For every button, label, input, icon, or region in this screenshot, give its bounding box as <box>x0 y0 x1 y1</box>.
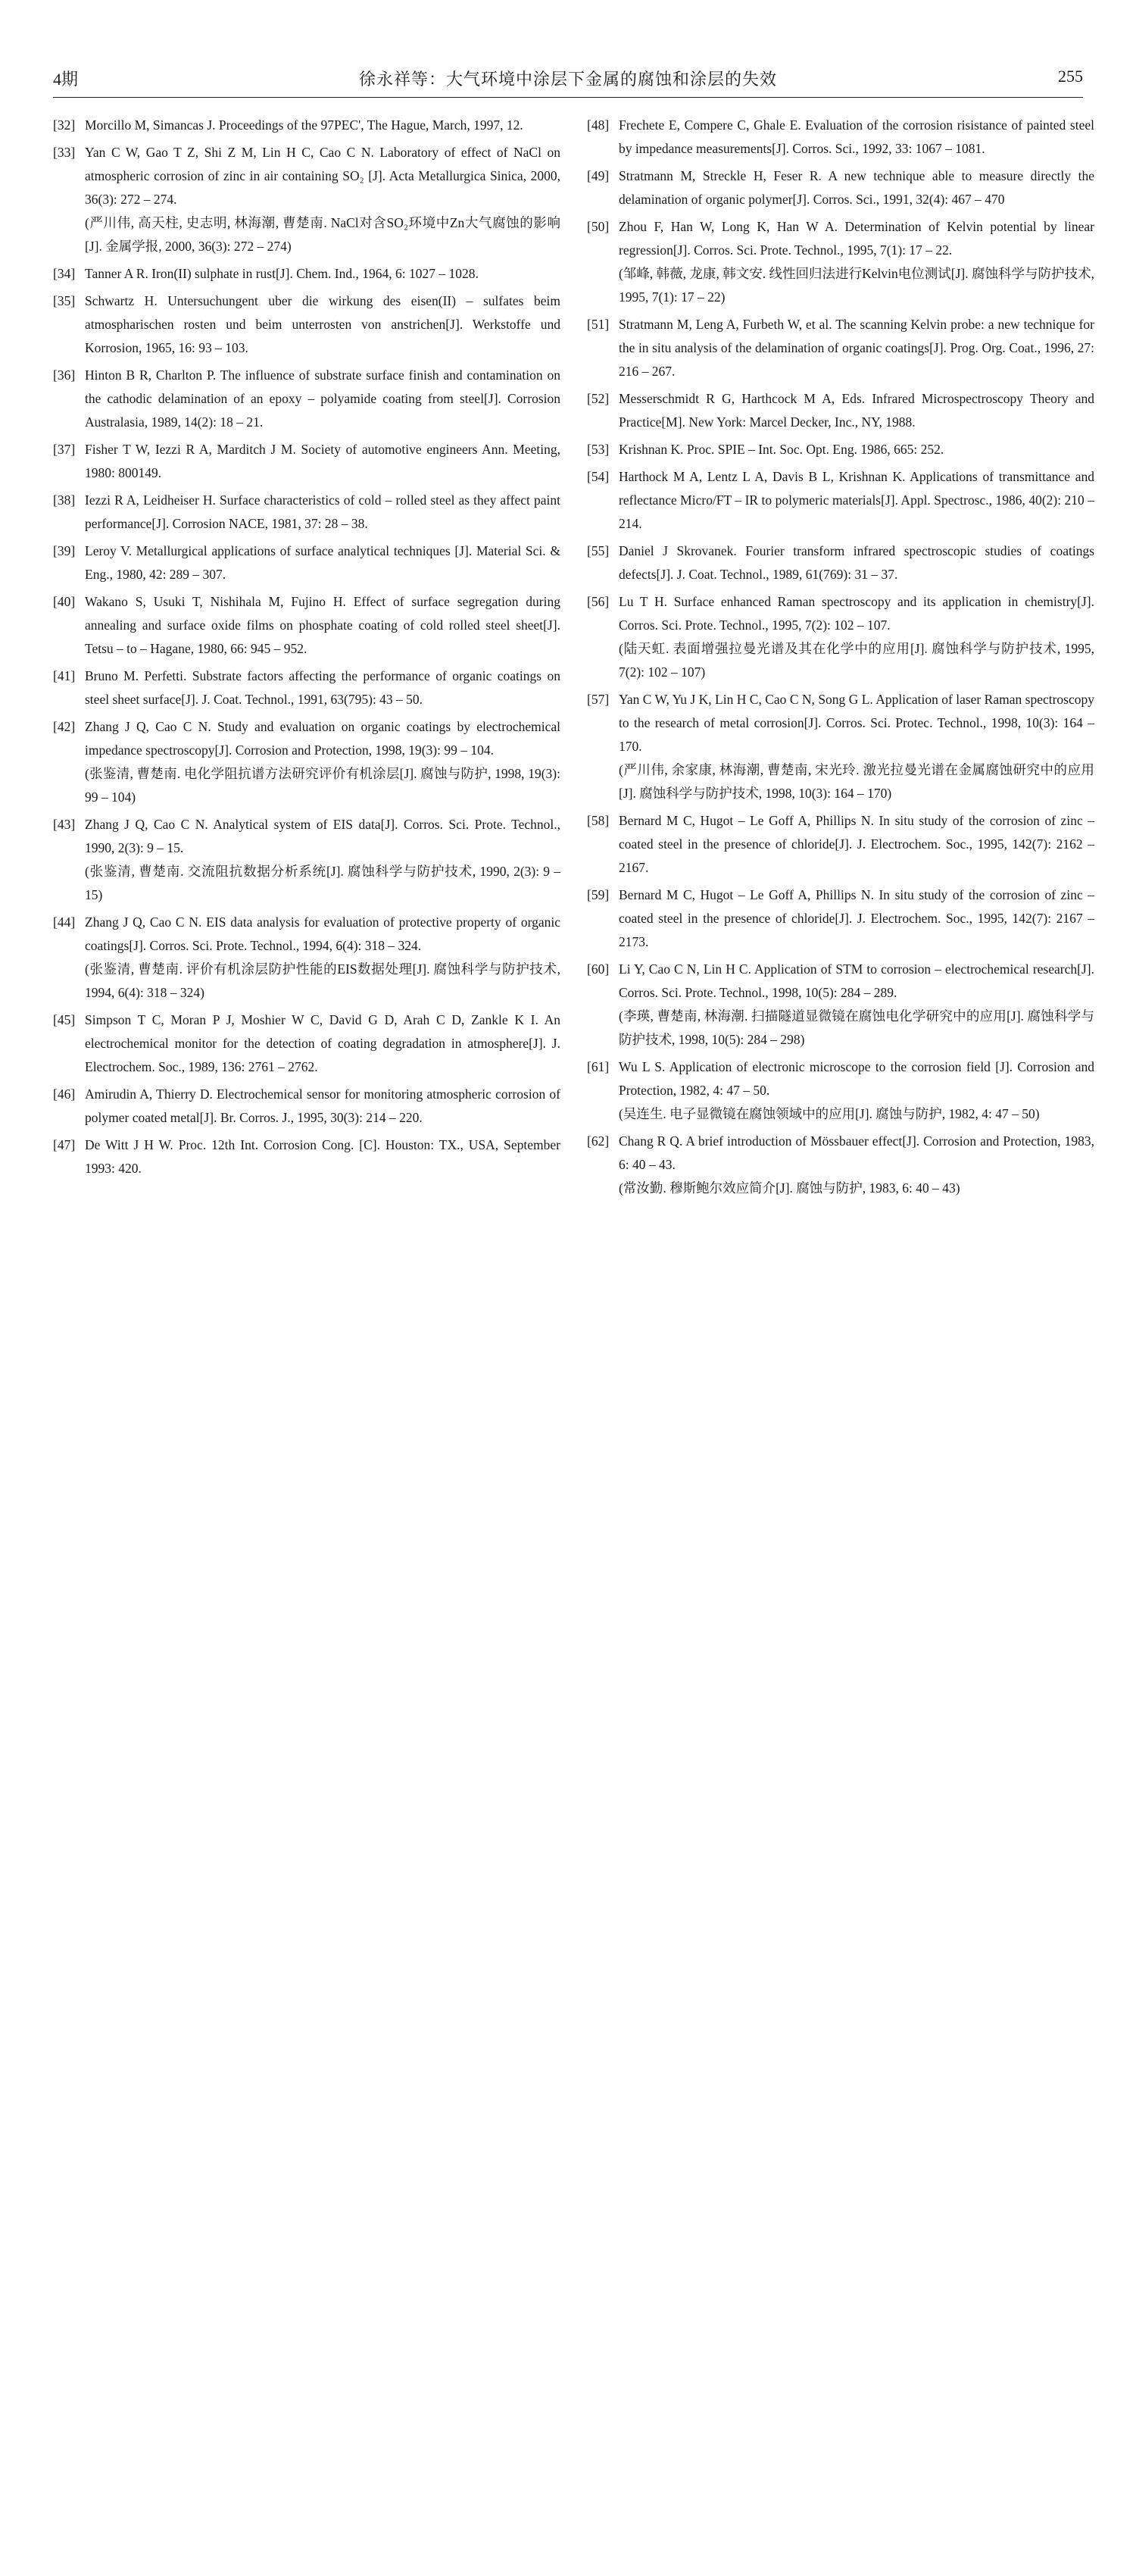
reference-text: Chang R Q. A brief introduction of Mössbauer effect[J]. Corrosion and Protection, 1983, 6: 40 – 43. <box>619 1133 1094 1172</box>
reference-chinese-translation: (张鉴清, 曹楚南. 交流阻抗数据分析系统[J]. 腐蚀科学与防护技术, 1990, 2(3): 9 – 15) <box>85 864 560 902</box>
reference-number: [35] <box>53 293 76 308</box>
reference-number: [59] <box>587 887 610 902</box>
reference-chinese-translation: (陆天虹. 表面增强拉曼光谱及其在化学中的应用[J]. 腐蚀科学与防护技术, 1995, 7(2): 102 – 107) <box>619 641 1094 680</box>
reference-item <box>53 813 560 907</box>
reference-item <box>587 958 1094 1052</box>
reference-number: [34] <box>53 266 76 281</box>
reference-number: [56] <box>587 594 610 609</box>
reference-number: [47] <box>53 1137 76 1152</box>
references-right-column <box>587 114 1094 1204</box>
references-left-column <box>53 114 560 1184</box>
reference-text: Wakano S, Usuki T, Nishihala M, Fujino H. Effect of surface segregation during annealing and surface oxide films on phosphate coating of cold rolled steel sheet[J]. Tetsu – to – Hagane, 1980, 66: 945 – 952. <box>85 594 560 656</box>
reference-item <box>53 489 560 536</box>
page-number: 255 <box>1058 67 1083 86</box>
reference-item <box>587 883 1094 954</box>
reference-number: [45] <box>53 1012 76 1027</box>
reference-number: [43] <box>53 817 76 832</box>
reference-item <box>587 1130 1094 1200</box>
reference-text: Harthock M A, Lentz L A, Davis B L, Krishnan K. Applications of transmittance and reflectance Micro/FT – IR to polymeric materials[J]. Appl. Spectrosc., 1986, 40(2): 210 – 214. <box>619 469 1094 531</box>
reference-text: Wu L S. Application of electronic microscope to the corrosion field [J]. Corrosion and Protection, 1982, 4: 47 – 50. <box>619 1059 1094 1098</box>
reference-item <box>587 438 1094 461</box>
running-header <box>53 67 1083 97</box>
reference-text: Frechete E, Compere C, Ghale E. Evaluation of the corrosion risistance of painted steel by impedance measurements[J]. Corros. Sci., 1992, 33: 1067 – 1081. <box>619 117 1094 156</box>
reference-item <box>587 1055 1094 1126</box>
reference-number: [49] <box>587 168 610 183</box>
reference-text: Zhang J Q, Cao C N. Analytical system of EIS data[J]. Corros. Sci. Prote. Technol., 1990, 2(3): 9 – 15. <box>85 817 560 855</box>
reference-text: Stratmann M, Streckle H, Feser R. A new technique able to measure directly the delamination of organic polymer[J]. Corros. Sci., 1991, 32(4): 467 – 470 <box>619 168 1094 207</box>
reference-number: [58] <box>587 813 610 828</box>
reference-text: Bernard M C, Hugot – Le Goff A, Phillips N. In situ study of the corrosion of zinc – coated steel in the presence of chloride[J]. J. Electrochem. Soc., 1995, 142(7): 2167 – 2173. <box>619 887 1094 949</box>
reference-item <box>587 590 1094 684</box>
reference-text: Daniel J Skrovanek. Fourier transform infrared spectroscopic studies of coatings defects[J]. J. Coat. Technol., 1989, 61(769): 31 – 37. <box>619 543 1094 582</box>
reference-number: [50] <box>587 219 610 234</box>
reference-number: [54] <box>587 469 610 484</box>
reference-number: [46] <box>53 1086 76 1102</box>
reference-item <box>53 114 560 137</box>
reference-number: [53] <box>587 442 610 457</box>
reference-number: [60] <box>587 961 610 977</box>
reference-number: [33] <box>53 145 76 160</box>
reference-item <box>53 715 560 809</box>
reference-chinese-translation: (张鉴清, 曹楚南. 电化学阻抗谱方法研究评价有机涂层[J]. 腐蚀与防护, 1998, 19(3): 99 – 104) <box>85 766 560 805</box>
reference-text: Yan C W, Gao T Z, Shi Z M, Lin H C, Cao C N. Laboratory of effect of NaCl on atmospheric corrosion of zinc in air containing SO₂ [J]. Acta Metallurgica Sinica, 2000, 36(3): 272 – 274. <box>85 145 560 207</box>
reference-number: [48] <box>587 117 610 133</box>
reference-number: [41] <box>53 668 76 683</box>
reference-item <box>587 688 1094 805</box>
reference-text: Yan C W, Yu J K, Lin H C, Cao C N, Song G L. Application of laser Raman spectroscopy to the research of metal corrosion[J]. Corros. Sci. Protec. Technol., 1998, 10(3): 164 – 170. <box>619 692 1094 754</box>
reference-number: [52] <box>587 391 610 406</box>
reference-text: De Witt J H W. Proc. 12th Int. Corrosion Cong. [C]. Houston: TX., USA, September 1993: 420. <box>85 1137 560 1176</box>
reference-item <box>53 539 560 586</box>
reference-text: Messerschmidt R G, Harthcock M A, Eds. Infrared Microspectroscopy Theory and Practice[M]. New York: Marcel Decker, Inc., NY, 1988. <box>619 391 1094 430</box>
reference-chinese-translation: (严川伟, 余家康, 林海潮, 曹楚南, 宋光玲. 激光拉曼光谱在金属腐蚀研究中的应用[J]. 腐蚀科学与防护技术, 1998, 10(3): 164 – 170) <box>619 762 1094 801</box>
reference-number: [36] <box>53 367 76 383</box>
reference-number: [61] <box>587 1059 610 1074</box>
reference-item <box>53 364 560 434</box>
reference-item <box>53 911 560 1005</box>
header-rule <box>53 97 1083 98</box>
reference-text: Iezzi R A, Leidheiser H. Surface characteristics of cold – rolled steel as they affect paint performance[J]. Corrosion NACE, 1981, 37: 28 – 38. <box>85 492 560 531</box>
reference-chinese-translation: (李瑛, 曹楚南, 林海潮. 扫描隧道显微镜在腐蚀电化学研究中的应用[J]. 腐蚀科学与防护技术, 1998, 10(5): 284 – 298) <box>619 1008 1094 1047</box>
reference-item <box>53 141 560 258</box>
reference-text: Bruno M. Perfetti. Substrate factors affecting the performance of organic coatings on steel sheet surface[J]. J. Coat. Technol., 1991, 63(795): 43 – 50. <box>85 668 560 707</box>
reference-text: Zhang J Q, Cao C N. Study and evaluation on organic coatings by electrochemical impedance spectroscopy[J]. Corrosion and Protection, 1998, 19(3): 99 – 104. <box>85 719 560 758</box>
reference-text: Leroy V. Metallurgical applications of surface analytical techniques [J]. Material Sci. & Eng., 1980, 42: 289 – 307. <box>85 543 560 582</box>
reference-item <box>53 289 560 360</box>
reference-number: [38] <box>53 492 76 508</box>
reference-chinese-translation: (邹峰, 韩薇, 龙康, 韩文安. 线性回归法进行Kelvin电位测试[J]. 腐蚀科学与防护技术, 1995, 7(1): 17 – 22) <box>619 266 1094 305</box>
reference-item <box>53 1083 560 1130</box>
reference-chinese-translation: (吴连生. 电子显微镜在腐蚀领域中的应用[J]. 腐蚀与防护, 1982, 4: 47 – 50) <box>619 1106 1040 1121</box>
reference-text: Li Y, Cao C N, Lin H C. Application of STM to corrosion – electrochemical research[J]. Corros. Sci. Prote. Technol., 1998, 10(5): 284 – 289. <box>619 961 1094 1000</box>
reference-item <box>587 313 1094 383</box>
reference-item <box>53 590 560 661</box>
reference-number: [40] <box>53 594 76 609</box>
reference-number: [42] <box>53 719 76 734</box>
reference-number: [55] <box>587 543 610 558</box>
reference-chinese-translation: (严川伟, 高天柱, 史志明, 林海潮, 曹楚南. NaCl对含SO₂环境中Zn大气腐蚀的影响[J]. 金属学报, 2000, 36(3): 272 – 274) <box>85 215 560 254</box>
reference-text: Tanner A R. Iron(II) sulphate in rust[J]. Chem. Ind., 1964, 6: 1027 – 1028. <box>85 266 479 281</box>
reference-text: Amirudin A, Thierry D. Electrochemical sensor for monitoring atmospheric corrosion of polymer coated metal[J]. Br. Corros. J., 1995, 30(3): 214 – 220. <box>85 1086 560 1125</box>
reference-number: [32] <box>53 117 76 133</box>
reference-text: Simpson T C, Moran P J, Moshier W C, David G D, Arah C D, Zankle K I. An electrochemical monitor for the detection of coating degradation in atmosphere[J]. J. Electrochem. Soc., 1989, 136: 2761 – 2762. <box>85 1012 560 1074</box>
reference-number: [37] <box>53 442 76 457</box>
reference-text: Lu T H. Surface enhanced Raman spectroscopy and its application in chemistry[J]. Corros. Sci. Prote. Technol., 1995, 7(2): 102 – 107. <box>619 594 1094 633</box>
reference-text: Bernard M C, Hugot – Le Goff A, Phillips N. In situ study of the corrosion of zinc – coated steel in the presence of chloride[J]. J. Electrochem. Soc., 1995, 142(7): 2162 – 2167. <box>619 813 1094 875</box>
reference-text: Schwartz H. Untersuchungent uber die wirkung des eisen(II) – sulfates beim atmospharischen rosten und beim unterrosten von anstrichen[J]. Werkstoffe und Korrosion, 1965, 16: 93 – 103. <box>85 293 560 355</box>
reference-item <box>587 215 1094 309</box>
reference-text: Zhou F, Han W, Long K, Han W A. Determination of Kelvin potential by linear regression[J]. Corros. Sci. Prote. Technol., 1995, 7(1): 17 – 22. <box>619 219 1094 258</box>
reference-text: Zhang J Q, Cao C N. EIS data analysis for evaluation of protective property of organic coatings[J]. Corros. Sci. Prote. Technol., 1994, 6(4): 318 – 324. <box>85 914 560 953</box>
reference-item <box>587 164 1094 211</box>
reference-item <box>53 1008 560 1079</box>
reference-number: [57] <box>587 692 610 707</box>
reference-item <box>53 1133 560 1180</box>
reference-text: Stratmann M, Leng A, Furbeth W, et al. The scanning Kelvin probe: a new technique for the in situ analysis of the delamination of organic coatings[J]. Prog. Org. Coat., 1996, 27: 216 – 267. <box>619 317 1094 379</box>
reference-text: Fisher T W, Iezzi R A, Marditch J M. Society of automotive engineers Ann. Meeting, 1980: 800149. <box>85 442 560 480</box>
reference-item <box>53 664 560 711</box>
reference-item <box>53 262 560 286</box>
reference-text: Krishnan K. Proc. SPIE – Int. Soc. Opt. Eng. 1986, 665: 252. <box>619 442 944 457</box>
reference-number: [51] <box>587 317 610 332</box>
reference-item <box>587 114 1094 161</box>
reference-item <box>587 387 1094 434</box>
reference-chinese-translation: (常汝勤. 穆斯鲍尔效应简介[J]. 腐蚀与防护, 1983, 6: 40 – 43) <box>619 1180 960 1196</box>
running-title: 徐永祥等：大气环境中涂层下金属的腐蚀和涂层的失效 <box>358 70 777 89</box>
reference-item <box>53 438 560 485</box>
issue-number: 4期 <box>53 70 79 89</box>
reference-number: [39] <box>53 543 76 558</box>
reference-item <box>587 465 1094 536</box>
reference-text: Morcillo M, Simancas J. Proceedings of the 97PEC', The Hague, March, 1997, 12. <box>85 117 523 133</box>
reference-item <box>587 809 1094 880</box>
reference-number: [62] <box>587 1133 610 1149</box>
reference-item <box>587 539 1094 586</box>
reference-number: [44] <box>53 914 76 930</box>
reference-chinese-translation: (张鉴清, 曹楚南. 评价有机涂层防护性能的EIS数据处理[J]. 腐蚀科学与防护技术, 1994, 6(4): 318 – 324) <box>85 961 560 1000</box>
reference-text: Hinton B R, Charlton P. The influence of substrate surface finish and contamination on the cathodic delamination of an epoxy – polyamide coating from steel[J]. Corrosion Australasia, 1989, 14(2): 18 – 21. <box>85 367 560 430</box>
